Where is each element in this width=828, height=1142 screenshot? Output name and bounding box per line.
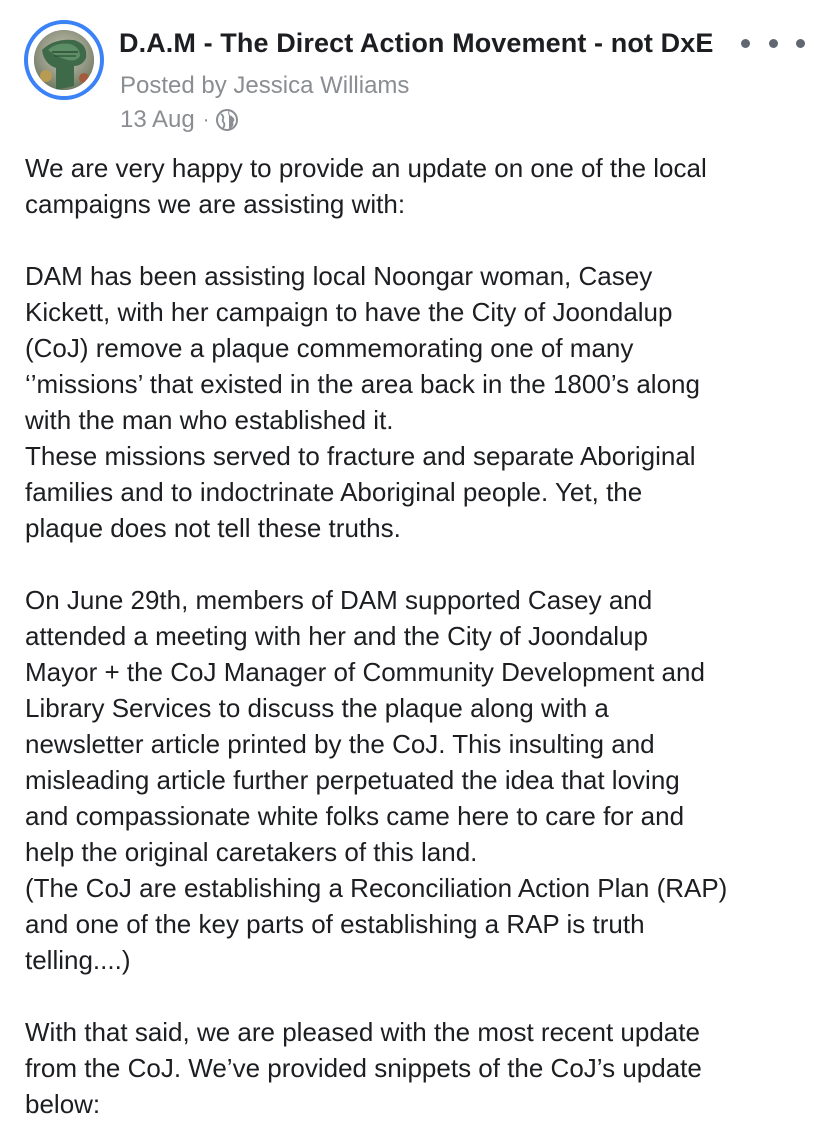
post-text-line: help the original caretakers of this land. bbox=[25, 837, 478, 867]
post-text-line: and compassionate white folks came here to care for and bbox=[25, 801, 685, 831]
group-avatar[interactable] bbox=[24, 20, 104, 100]
post-paragraph bbox=[25, 150, 815, 222]
post-text bbox=[25, 150, 815, 1122]
post-paragraph bbox=[25, 582, 815, 978]
post-text-line: Kickett, with her campaign to have the City of Joondalup bbox=[25, 297, 673, 327]
posted-by-author[interactable]: Posted by Jessica Williams bbox=[120, 72, 410, 99]
post-text-line: from the CoJ. We’ve provided snippets of the CoJ’s update bbox=[25, 1053, 702, 1083]
post-header bbox=[0, 0, 828, 145]
post-text-line: ‘’missions’ that existed in the area back in the 1800’s along bbox=[25, 369, 700, 399]
post-text-line: On June 29th, members of DAM supported Casey and bbox=[25, 585, 653, 615]
more-options-icon[interactable] bbox=[741, 30, 805, 56]
post-text-line: With that said, we are pleased with the most recent update bbox=[25, 1017, 700, 1047]
post-text-line: (CoJ) remove a plaque commemorating one of many bbox=[25, 333, 634, 363]
meta-separator: · bbox=[202, 108, 210, 131]
post-text-line: telling....) bbox=[25, 945, 131, 975]
post-text-line: plaque does not tell these truths. bbox=[25, 513, 401, 543]
post-text-line: Library Services to discuss the plaque along with a bbox=[25, 693, 609, 723]
post-text-line: newsletter article printed by the CoJ. This insulting and bbox=[25, 729, 655, 759]
post-text-line: misleading article further perpetuated the idea that loving bbox=[25, 765, 680, 795]
post-meta bbox=[120, 106, 239, 134]
post-text-line: attended a meeting with her and the City of Joondalup bbox=[25, 621, 648, 651]
post-paragraph bbox=[25, 1014, 815, 1122]
post-timestamp[interactable]: 13 Aug bbox=[120, 106, 195, 133]
post-text-line: campaigns we are assisting with: bbox=[25, 189, 406, 219]
post-text-line: with the man who established it. bbox=[25, 405, 394, 435]
raised-fist-icon bbox=[34, 30, 94, 90]
post-text-line: Mayor + the CoJ Manager of Community Development and bbox=[25, 657, 705, 687]
post-text-line: (The CoJ are establishing a Reconciliation Action Plan (RAP) bbox=[25, 873, 728, 903]
group-name-link[interactable]: D.A.M - The Direct Action Movement - not DxE bbox=[119, 28, 714, 58]
post-text-line: DAM has been assisting local Noongar woman, Casey bbox=[25, 261, 653, 291]
post-text-line: We are very happy to provide an update on one of the local bbox=[25, 153, 707, 183]
post-text-line: families and to indoctrinate Aboriginal people. Yet, the bbox=[25, 477, 643, 507]
post-text-line: These missions served to fracture and separate Aboriginal bbox=[25, 441, 696, 471]
post-text-line: and one of the key parts of establishing a RAP is truth bbox=[25, 909, 645, 939]
post-paragraph bbox=[25, 258, 815, 546]
post-text-line: below: bbox=[25, 1089, 101, 1119]
globe-icon[interactable] bbox=[215, 108, 239, 132]
